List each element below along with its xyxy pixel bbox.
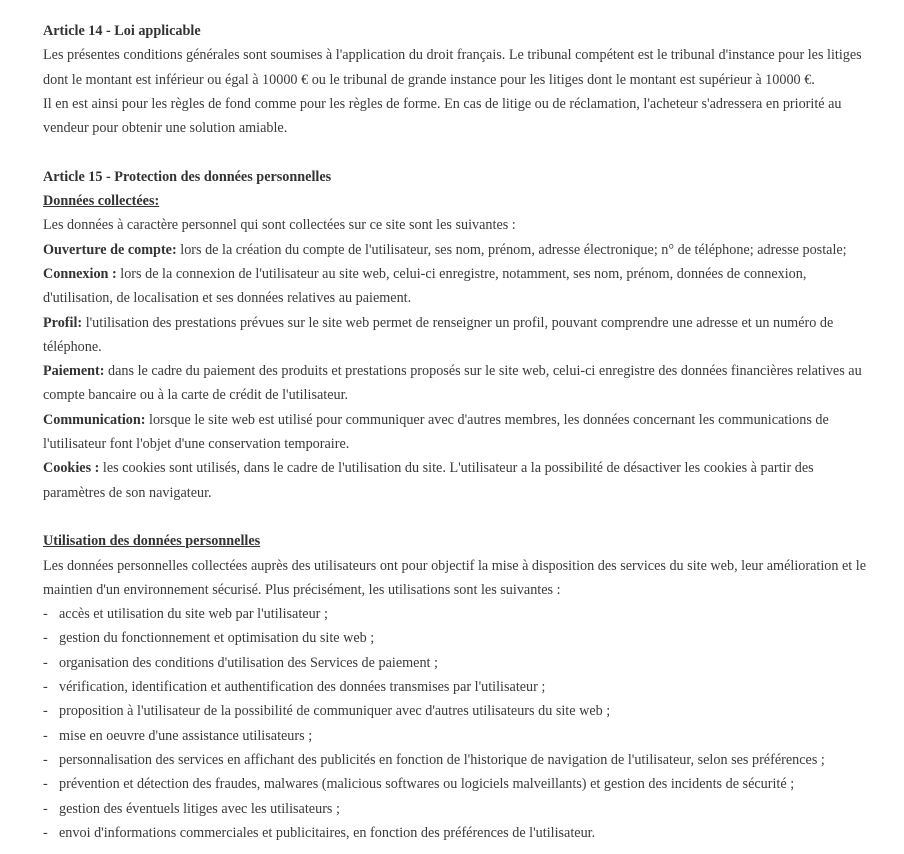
collected-item-payment — [43, 359, 874, 408]
collected-item-text: compte bancaire ou à la carte de crédit de l'utilisateur. — [43, 387, 349, 404]
article-15-title: Article 15 - Protection des données personnelles — [43, 168, 332, 185]
section-spacer — [43, 505, 874, 529]
bullet-dash: - — [43, 703, 48, 720]
usage-list — [43, 602, 874, 845]
collected-item-label: Ouverture de compte: — [43, 241, 177, 258]
collected-item-text: téléphone. — [43, 338, 102, 355]
collected-item-text: l'utilisateur font l'objet d'une conservation temporaire. — [43, 436, 350, 453]
collected-item-connection — [43, 262, 874, 311]
collected-item-text: lors de la création du compte de l'utilisateur, ses nom, prénom, adresse électronique; n° de téléphone; adresse postale; — [180, 241, 847, 258]
list-item: - personnalisation des services en affichant des publicités en fonction de l'historique de navigation de l'utilisateur, selon ses préférences ; — [43, 748, 874, 772]
collected-data-heading: Données collectées: — [43, 193, 160, 210]
list-item: - envoi d'informations commerciales et publicitaires, en fonction des préférences de l'utilisateur. — [43, 821, 874, 845]
collected-item-profile — [43, 311, 874, 360]
usage-heading: Utilisation des données personnelles — [43, 533, 261, 550]
bullet-dash: - — [43, 751, 48, 768]
section-spacer — [43, 140, 874, 164]
bullet-dash: - — [43, 606, 48, 623]
list-item: - mise en oeuvre d'une assistance utilisateurs ; — [43, 724, 874, 748]
article-14-line: Les présentes conditions générales sont soumises à l'application du droit français. Le tribunal compétent est le tribunal d'instance pour les litiges — [43, 47, 862, 64]
collected-item-label: Profil: — [43, 314, 83, 331]
collected-item-label: Cookies : — [43, 460, 100, 477]
collected-item-text: lors de la connexion de l'utilisateur au site web, celui-ci enregistre, notamment, ses nom, prénom, données de connexion, — [120, 265, 807, 282]
list-item: - accès et utilisation du site web par l'utilisateur ; — [43, 602, 874, 626]
bullet-dash: - — [43, 630, 48, 647]
collected-item-label: Paiement: — [43, 363, 105, 380]
collected-item-text: dans le cadre du paiement des produits et prestations proposés sur le site web, celui-ci enregistre des données financières relatives au — [108, 363, 862, 380]
article-14-line: dont le montant est inférieur ou égal à 10000 € ou le tribunal de grande instance pour les litiges dont le montant est supérieur à 10000 €. — [43, 71, 815, 88]
list-item: - prévention et détection des fraudes, malwares (malicious softwares ou logiciels malveillants) et gestion des incidents de sécurité ; — [43, 772, 874, 796]
article-14-title: Article 14 - Loi applicable — [43, 23, 201, 39]
collected-item-label: Communication: — [43, 411, 146, 428]
collected-item-label: Connexion : — [43, 265, 117, 282]
collected-item-text: d'utilisation, de localisation et ses données relatives au paiement. — [43, 290, 412, 307]
collected-item-communication — [43, 408, 874, 457]
collected-item-account — [43, 238, 874, 262]
article-14-line: vendeur pour obtenir une solution amiable. — [43, 120, 288, 137]
collected-item-text: les cookies sont utilisés, dans le cadre de l'utilisation du site. L'utilisateur a la possibilité de désactiver les cookies à partir des — [102, 460, 814, 477]
list-item: - proposition à l'utilisateur de la possibilité de communiquer avec d'autres utilisateurs du site web ; — [43, 699, 874, 723]
collected-item-text: lorsque le site web est utilisé pour communiquer avec d'autres membres, les données concernant les communications de — [149, 411, 829, 428]
bullet-dash: - — [43, 824, 48, 841]
list-item: - organisation des conditions d'utilisation des Services de paiement ; — [43, 651, 874, 675]
collected-item-cookies — [43, 456, 874, 505]
collected-data-intro: Les données à caractère personnel qui sont collectées sur ce site sont les suivantes : — [43, 217, 516, 234]
article-15 — [43, 165, 874, 845]
bullet-dash: - — [43, 679, 48, 696]
collected-item-text: paramètres de son navigateur. — [43, 484, 212, 501]
bullet-dash: - — [43, 800, 48, 817]
list-item: - gestion des éventuels litiges avec les utilisateurs ; — [43, 797, 874, 821]
article-14 — [43, 19, 874, 140]
list-item: - gestion du fonctionnement et optimisation du site web ; — [43, 626, 874, 650]
usage-intro-line: Les données personnelles collectées auprès des utilisateurs ont pour objectif la mise à disposition des services du site web, leur amélioration et le — [43, 557, 867, 574]
bullet-dash: - — [43, 776, 48, 793]
article-14-line: Il en est ainsi pour les règles de fond comme pour les règles de forme. En cas de litige ou de réclamation, l'acheteur s'adressera en priorité au — [43, 95, 842, 112]
list-item: - vérification, identification et authentification des données transmises par l'utilisateur ; — [43, 675, 874, 699]
bullet-dash: - — [43, 727, 48, 744]
bullet-dash: - — [43, 654, 48, 671]
usage-intro-line: maintien d'un environnement sécurisé. Plus précisément, les utilisations sont les suivantes : — [43, 581, 561, 598]
collected-item-text: l'utilisation des prestations prévues sur le site web permet de renseigner un profil, pouvant comprendre une adresse et un numéro de — [85, 314, 834, 331]
